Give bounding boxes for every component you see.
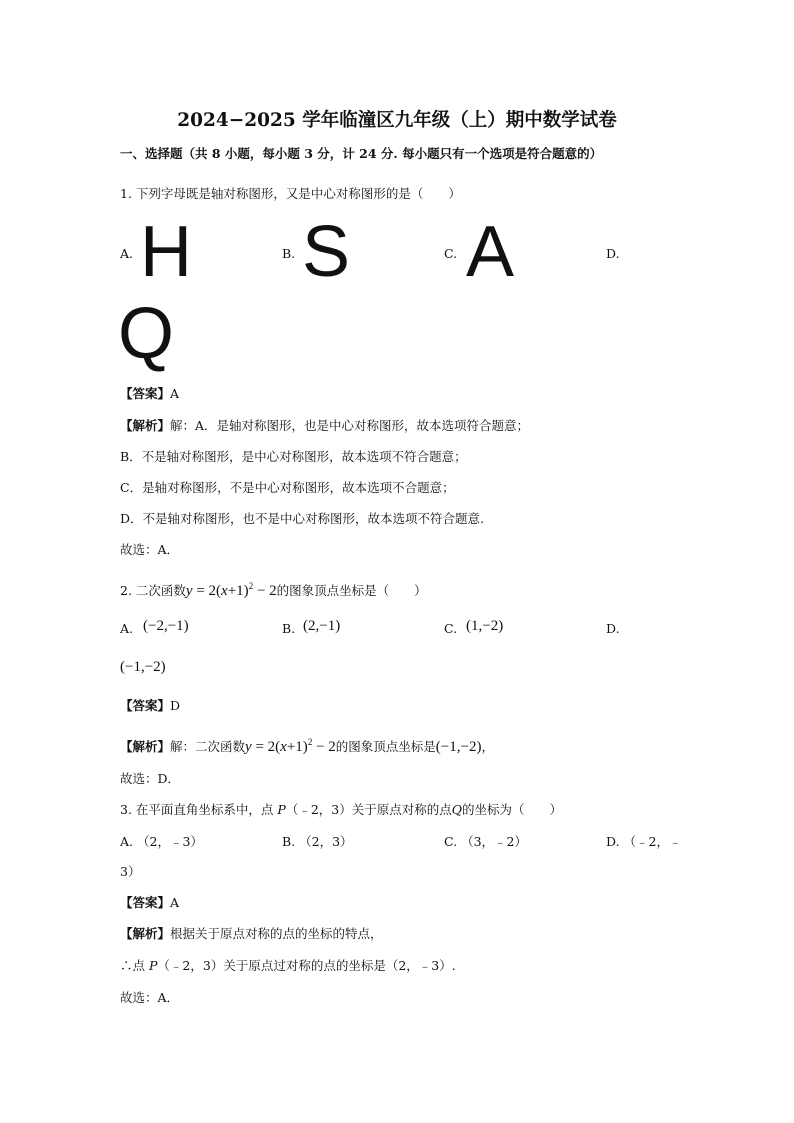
answer-value: A (170, 895, 180, 910)
q3-stem-mid: （﹣2，3）关于原点对称的点 (285, 802, 452, 817)
q2-stem-suffix: 的图象顶点坐标是（ ） (276, 583, 427, 598)
q2-stem-prefix: 2. 二次函数 (120, 583, 186, 598)
q3-point-p: P (277, 802, 286, 817)
q1-option-a-label: A. (120, 246, 134, 261)
q3-stem-prefix: 3. 在平面直角坐标系中，点 (120, 802, 274, 817)
q3-stem-suffix: 的坐标为（ ） (461, 802, 562, 817)
q1-option-a-glyph: H (140, 212, 192, 292)
q1-answer (120, 386, 179, 402)
q2-option-d-label: D. (606, 621, 620, 636)
analysis-end: ， (481, 739, 494, 754)
option-value: （2，﹣3） (137, 834, 203, 849)
analysis-value: (−1,−2) (435, 739, 482, 755)
q3-point-q: Q (451, 802, 462, 817)
q3-analysis-point-p: P (149, 958, 158, 973)
q1-analysis-line-3: C．是轴对称图形，不是中心对称图形，故本选项不合题意； (120, 480, 455, 495)
analysis-tag: 【解析】 (120, 926, 171, 941)
answer-value: A (170, 386, 180, 401)
analysis-text: 根据关于原点对称的点的坐标的特点， (170, 926, 383, 941)
q3-analysis-line-2 (120, 958, 456, 974)
option-value: （3，﹣2） (461, 834, 527, 849)
page-title: 2024−2025 学年临潼区九年级（上）期中数学试卷 (177, 110, 617, 131)
q2-option-a-value: (−2,−1) (143, 618, 189, 634)
q1-option-c-glyph: A (466, 212, 515, 292)
option-label: A. (120, 834, 134, 849)
analysis-tag: 【解析】 (120, 739, 171, 754)
analysis-text: 解：A．是轴对称图形，也是中心对称图形，故本选项符合题意； (170, 418, 530, 433)
option-value: （2，3） (299, 834, 353, 849)
q2-option-b-value: (2,−1) (303, 618, 341, 634)
q2-option-b-label: B. (282, 621, 296, 636)
q3-stem (120, 802, 562, 818)
option-label: D. (606, 834, 620, 849)
q2-option-c-value: (1,−2) (466, 618, 504, 634)
option-label: C. (444, 834, 458, 849)
answer-tag: 【答案】 (120, 698, 171, 713)
q1-option-d-glyph: Q (118, 294, 175, 374)
q2-option-d-value: (−1,−2) (120, 659, 166, 675)
q3-option-b (282, 834, 353, 850)
analysis-prefix: 解：二次函数 (170, 739, 246, 754)
answer-tag: 【答案】 (120, 386, 171, 401)
q1-option-c-label: C. (444, 246, 458, 261)
q3-option-a (120, 834, 203, 850)
q2-stem (120, 578, 427, 599)
q3-conclusion: 故选：A． (120, 990, 180, 1005)
q3-option-d-wrap: 3） (120, 864, 141, 879)
q2-option-c-label: C. (444, 621, 458, 636)
q1-analysis-line-2: B．不是轴对称图形，是中心对称图形，故本选项不符合题意； (120, 449, 467, 464)
q1-analysis-line-4: D．不是轴对称图形，也不是中心对称图形，故本选项不符合题意. (120, 511, 484, 526)
q1-option-d-label: D. (606, 246, 620, 261)
q1-stem: 1. 下列字母既是轴对称图形，又是中心对称图形的是（ ） (120, 186, 461, 201)
q1-option-b-label: B. (282, 246, 296, 261)
q2-answer (120, 698, 180, 714)
q3-analysis-line-1 (120, 926, 383, 942)
q1-analysis-line-1 (120, 418, 529, 434)
option-label: B. (282, 834, 296, 849)
q2-conclusion: 故选：D． (120, 771, 181, 786)
q1-conclusion: 故选：A． (120, 542, 180, 557)
q3-option-c (444, 834, 527, 850)
q2-option-a-label: A. (120, 621, 134, 636)
analysis-rest: （﹣2，3）关于原点过对称的点的坐标是（2，﹣3）. (157, 958, 456, 973)
analysis-tag: 【解析】 (120, 418, 171, 433)
q2-analysis (120, 734, 494, 755)
section-heading: 一、选择题（共 8 小题，每小题 3 分，计 24 分. 每小题只有一个选项是符合题意的） (120, 146, 603, 161)
q3-answer (120, 895, 179, 911)
option-value: （﹣2，﹣ (623, 834, 682, 849)
q3-option-d (606, 834, 682, 850)
q2-analysis-formula: $y = 2(x+1)^2 - 2$ (245, 737, 336, 755)
analysis-mid: 的图象顶点坐标是 (335, 739, 436, 754)
answer-value: D (170, 698, 181, 713)
analysis-prefix: ∴点 (120, 958, 146, 973)
q2-function-formula: $y = 2(x+1)^2 - 2$ (185, 581, 277, 599)
answer-tag: 【答案】 (120, 895, 171, 910)
q1-option-b-glyph: S (302, 212, 351, 292)
